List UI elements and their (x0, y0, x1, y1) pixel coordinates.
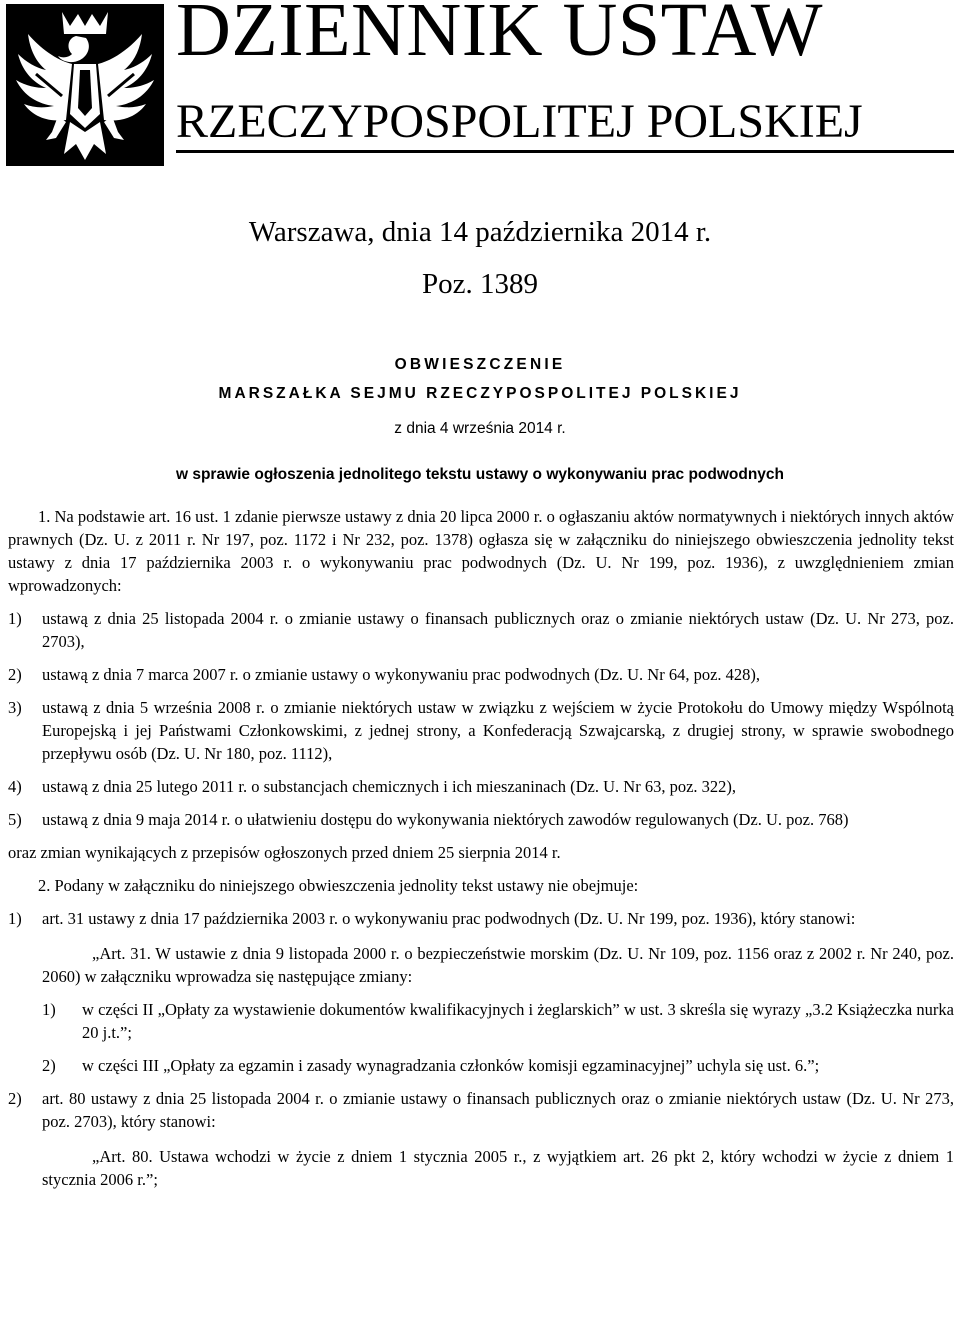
list-item-text: ustawą z dnia 7 marca 2007 r. o zmianie ustawy o wykonywaniu prac podwodnych (Dz. U. Nr 64, poz. 428), (42, 665, 761, 684)
quoted-article: „Art. 80. Ustawa wchodzi w życie z dniem 1 stycznia 2005 r., z wyjątkiem art. 26 pkt 2, który wchodzi w życie z dniem 1 stycznia 2006 r.”; (42, 1147, 954, 1189)
quoted-article: „Art. 31. W ustawie z dnia 9 listopada 2000 r. o bezpieczeństwie morskim (Dz. U. Nr 109, poz. 1156 oraz z 2002 r. Nr 240, poz. 2060) w załączniku wprowadza się następujące zmiany: (42, 944, 954, 986)
list-item (8, 775, 954, 798)
masthead (0, 0, 960, 170)
gazette-title: DZIENNIK USTAW (176, 0, 824, 72)
list-item-number: 1) (8, 609, 22, 628)
exclusion-item (8, 907, 954, 930)
sub-item-number: 2) (42, 1056, 56, 1075)
list-item-text: ustawą z dnia 5 września 2008 r. o zmianie niektórych ustaw w związku z wejściem w życie Protokołu do Umowy między Wspólnotą Europejską i jej Państwami Członkowskimi, z jednej strony, a Konfederacją Szwajcarską, z drugiej strony, w sprawie swobodnego przepływu osób (Dz. U. Nr 180, poz. 1112), (42, 698, 954, 763)
exclusion-text: art. 80 ustawy z dnia 25 listopada 2004 r. o zmianie ustawy o finansach publicznych oraz o zmianie niektórych ustaw (Dz. U. Nr 273, poz. 2703), który stanowi: (42, 1089, 954, 1131)
list-item-number: 4) (8, 777, 22, 796)
list-item-text: ustawą z dnia 25 lutego 2011 r. o substancjach chemicznych i ich mieszaninach (Dz. U. Nr 63, poz. 322), (42, 777, 737, 796)
position-number: Poz. 1389 (422, 268, 538, 300)
paragraph-after-list: oraz zmian wynikających z przepisów ogłoszonych przed dniem 25 sierpnia 2014 r. (8, 843, 561, 862)
exclusion-number: 2) (8, 1089, 22, 1108)
exclusion-text: art. 31 ustawy z dnia 17 października 2003 r. o wykonywaniu prac podwodnych (Dz. U. Nr 199, poz. 1936), który stanowi: (42, 909, 856, 928)
act-subject: w sprawie ogłoszenia jednolitego tekstu ustawy o wykonywaniu prac podwodnych (175, 466, 785, 483)
act-type-heading: OBWIESZCZENIE (394, 356, 566, 373)
list-item-text: ustawą z dnia 9 maja 2014 r. o ułatwieniu dostępu do wykonywania niektórych zawodów regulowanych (Dz. U. poz. 768) (42, 810, 849, 829)
sub-item-text: w części II „Opłaty za wystawienie dokumentów kwalifikacyjnych i żeglarskich” w ust. 3 skreśla się wyrazy „3.2 Książeczka nurka 20 j.t.”; (82, 1000, 954, 1042)
exclusion-number: 1) (8, 909, 22, 928)
paragraph-1: 1. Na podstawie art. 16 ust. 1 zdanie pierwsze ustawy z dnia 20 lipca 2000 r. o ogłaszaniu aktów normatywnych i niektórych innych aktów prawnych (Dz. U. z 2011 r. Nr 197, poz. 1172 i Nr 232, poz. 1378) ogłasza się w załączniku do niniejszego obwieszczenia jednolity tekst ustawy z dnia 17 października 2003 r. o wykonywaniu prac podwodnych (Dz. U. Nr 199, poz. 1936), z uwzględnieniem zmian wprowadzonych: (8, 507, 954, 595)
list-item (8, 696, 954, 765)
polish-eagle-emblem-icon (6, 4, 164, 166)
list-item (8, 607, 954, 653)
gazette-subtitle: RZECZYPOSPOLITEJ POLSKIEJ (176, 95, 863, 148)
list-item (8, 663, 954, 686)
act-date: z dnia 4 września 2014 r. (394, 420, 566, 437)
exclusion-item (8, 1087, 954, 1133)
act-issuer-heading: MARSZAŁKA SEJMU RZECZYPOSPOLITEJ POLSKIEJ (218, 385, 742, 402)
paragraph-2: 2. Podany w załączniku do niniejszego obwieszczenia jednolity tekst ustawy nie obejmuje: (38, 876, 639, 895)
list-item-number: 2) (8, 665, 22, 684)
sub-item-text: w części III „Opłaty za egzamin i zasady wynagradzania członków komisji egzaminacyjnej” uchyla się ust. 6.”; (82, 1056, 820, 1075)
quoted-sub-item (42, 1054, 954, 1077)
document-body (8, 505, 954, 1191)
list-item (8, 808, 954, 831)
masthead-rule (176, 150, 954, 153)
list-item-text: ustawą z dnia 25 listopada 2004 r. o zmianie ustawy o finansach publicznych oraz o zmianie niektórych ustaw (Dz. U. Nr 273, poz. 2703), (42, 609, 954, 651)
quoted-sub-item (42, 998, 954, 1044)
issue-date: Warszawa, dnia 14 października 2014 r. (248, 216, 712, 248)
list-item-number: 3) (8, 698, 22, 717)
sub-item-number: 1) (42, 1000, 56, 1019)
list-item-number: 5) (8, 810, 22, 829)
